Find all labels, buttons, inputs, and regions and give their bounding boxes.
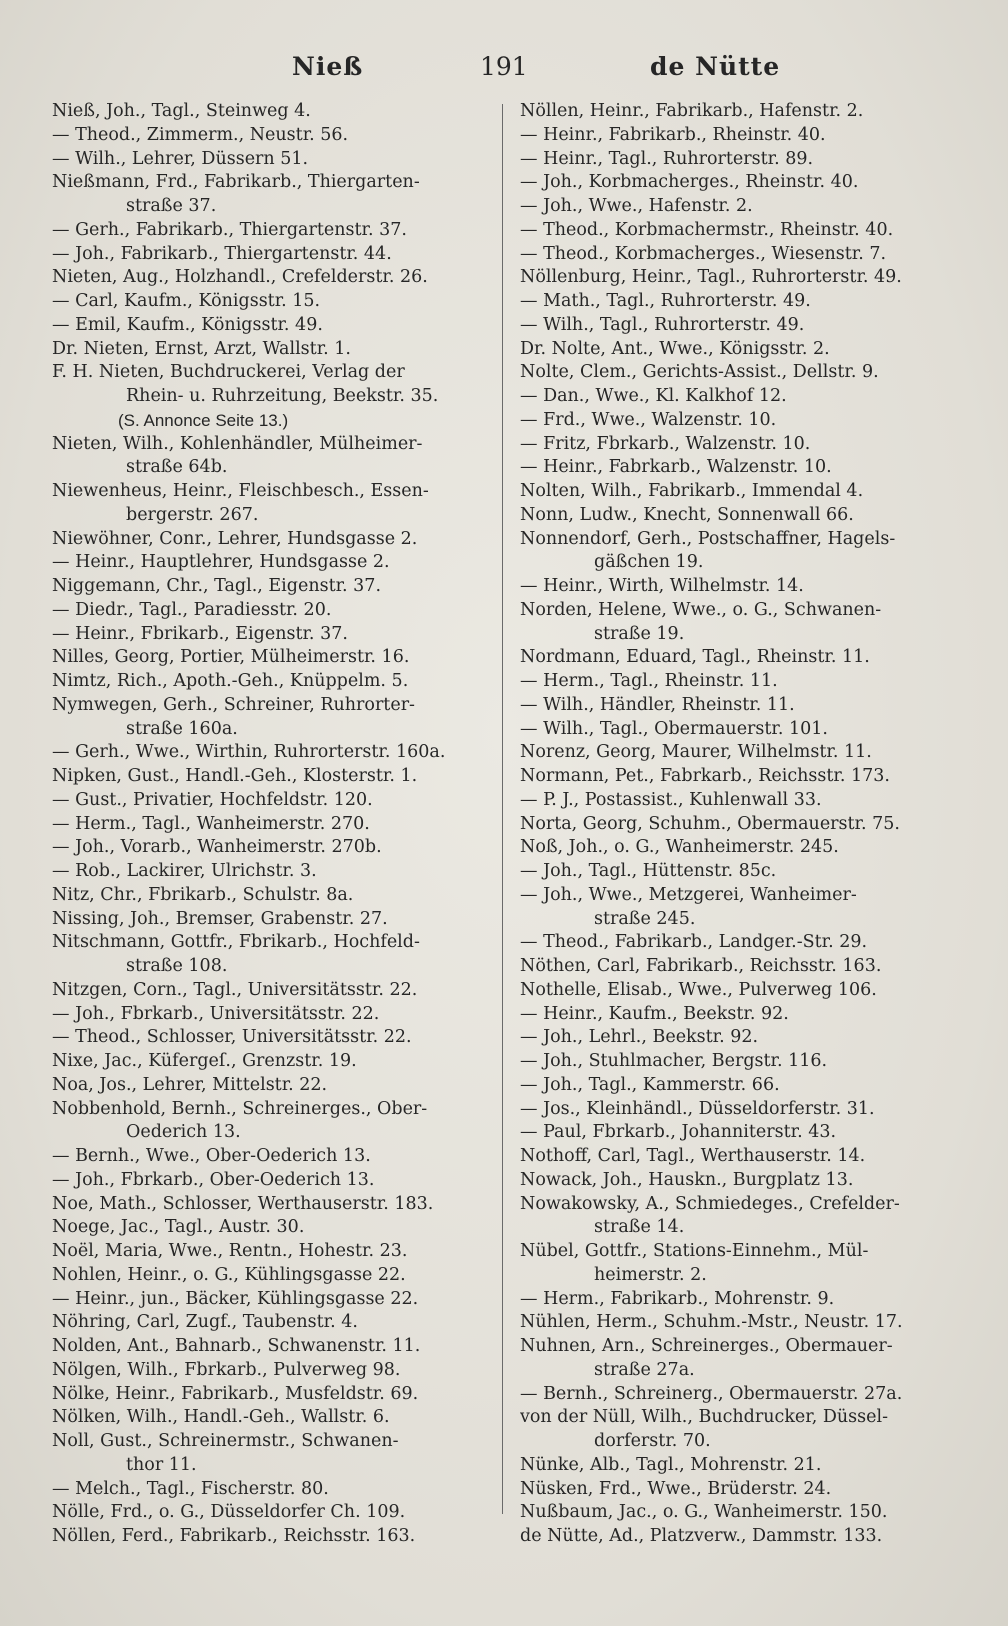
directory-entry: Niewenheus, Heinr., Fleischbesch., Essen- bbox=[52, 481, 429, 501]
entry-continuation: straße 64b. bbox=[126, 457, 228, 478]
directory-entry: Nipken, Gust., Handl.-Geh., Klosterstr. 1. bbox=[52, 766, 418, 786]
directory-entry: — Wilh., Händler, Rheinstr. 11. bbox=[520, 694, 795, 715]
entry-continuation: straße 19. bbox=[594, 623, 685, 644]
directory-entry: — Joh., Stuhlmacher, Bergstr. 116. bbox=[520, 1051, 828, 1071]
directory-entry: Nonnendorf, Gerh., Postschaffner, Hagels- bbox=[520, 528, 896, 549]
directory-entry: Nissing, Joh., Bremser, Grabenstr. 27. bbox=[52, 908, 388, 929]
column-divider bbox=[502, 104, 503, 1514]
entry-continuation: thor 11. bbox=[126, 1454, 197, 1475]
page-number: 191 bbox=[480, 52, 528, 81]
directory-entry: — Gerh., Wwe., Wirthin, Ruhrorterstr. 160a. bbox=[52, 742, 446, 763]
directory-entry: Norden, Helene, Wwe., o. G., Schwanen- bbox=[520, 599, 882, 620]
directory-entry: — Theod., Korbmacherges., Wiesenstr. 7. bbox=[520, 243, 887, 264]
directory-entry: — Theod., Korbmachermstr., Rheinstr. 40. bbox=[520, 219, 894, 240]
directory-entry: Nilles, Georg, Portier, Mülheimerstr. 16. bbox=[52, 647, 410, 668]
directory-entry: — Herm., Tagl., Wanheimerstr. 270. bbox=[52, 813, 370, 834]
directory-entry: Nieten, Wilh., Kohlenhändler, Mülheimer- bbox=[52, 433, 423, 454]
directory-entry: — Bernh., Schreinerg., Obermauerstr. 27a. bbox=[520, 1383, 903, 1404]
entry-continuation: heimerstr. 2. bbox=[594, 1264, 707, 1285]
directory-entry: — Wilh., Tagl., Obermauerstr. 101. bbox=[520, 718, 828, 739]
directory-entry: — Wilh., Lehrer, Düssern 51. bbox=[52, 148, 309, 169]
directory-entry: Nothelle, Elisab., Wwe., Pulverweg 106. bbox=[520, 979, 877, 1000]
directory-entry: Noll, Gust., Schreinermstr., Schwanen- bbox=[52, 1431, 399, 1451]
directory-entry: Nonn, Ludw., Knecht, Sonnenwall 66. bbox=[520, 504, 854, 525]
directory-entry: Nöllenburg, Heinr., Tagl., Ruhrorterstr. 49. bbox=[520, 267, 902, 288]
directory-entry: — Heinr., Fabrkarb., Walzenstr. 10. bbox=[520, 457, 832, 478]
entry-continuation: straße 27a. bbox=[594, 1359, 695, 1380]
right-column bbox=[520, 100, 978, 1549]
directory-entry: Nölke, Heinr., Fabrikarb., Musfeldstr. 69. bbox=[52, 1383, 419, 1404]
directory-entry: Nölle, Frd., o. G., Düsseldorfer Ch. 109. bbox=[52, 1502, 406, 1523]
directory-entry: Nünke, Alb., Tagl., Mohrenstr. 21. bbox=[520, 1454, 822, 1475]
directory-entry: Norta, Georg, Schuhm., Obermauerstr. 75. bbox=[520, 813, 900, 834]
page-header bbox=[0, 52, 1008, 92]
directory-entry: — Joh., Lehrl., Beekstr. 92. bbox=[520, 1027, 759, 1048]
directory-entry: Norenz, Georg, Maurer, Wilhelmstr. 11. bbox=[520, 742, 872, 763]
directory-entry: — Heinr., Kaufm., Beekstr. 92. bbox=[520, 1003, 789, 1024]
directory-entry: Normann, Pet., Fabrkarb., Reichsstr. 173. bbox=[520, 766, 890, 786]
directory-entry: Nitschmann, Gottfr., Fbrikarb., Hochfeld- bbox=[52, 932, 420, 953]
directory-entry: Nußbaum, Jac., o. G., Wanheimerstr. 150. bbox=[520, 1502, 888, 1523]
directory-entry: Nüsken, Frd., Wwe., Brüderstr. 24. bbox=[520, 1478, 832, 1499]
directory-entry: Nolten, Wilh., Fabrikarb., Immendal 4. bbox=[520, 481, 864, 501]
entry-continuation: straße 245. bbox=[594, 908, 696, 929]
directory-entry: Noege, Jac., Tagl., Austr. 30. bbox=[52, 1217, 305, 1238]
directory-entry: — Heinr., Hauptlehrer, Hundsgasse 2. bbox=[52, 552, 390, 573]
directory-entry: — Joh., Wwe., Metzgerei, Wanheimer- bbox=[520, 884, 857, 905]
directory-entry: von der Nüll, Wilh., Buchdrucker, Düssel- bbox=[520, 1407, 888, 1428]
directory-entry: — Gerh., Fabrikarb., Thiergartenstr. 37. bbox=[52, 219, 407, 240]
directory-entry: — Herm., Fabrikarb., Mohrenstr. 9. bbox=[520, 1288, 835, 1309]
header-first-entry: Nieß bbox=[292, 52, 364, 81]
directory-entry: — Joh., Tagl., Kammerstr. 66. bbox=[520, 1074, 780, 1095]
directory-entry: Nordmann, Eduard, Tagl., Rheinstr. 11. bbox=[520, 647, 870, 668]
directory-entry: Dr. Nolte, Ant., Wwe., Königsstr. 2. bbox=[520, 338, 830, 359]
directory-entry: Noa, Jos., Lehrer, Mittelstr. 22. bbox=[52, 1074, 328, 1095]
directory-entry: Noël, Maria, Wwe., Rentn., Hohestr. 23. bbox=[52, 1241, 408, 1261]
directory-entry: — Heinr., Fabrikarb., Rheinstr. 40. bbox=[520, 124, 826, 145]
header-last-entry: de Nütte bbox=[650, 52, 781, 81]
directory-entry: — Heinr., Tagl., Ruhrorterstr. 89. bbox=[520, 148, 814, 169]
directory-entry: — Heinr., Wirth, Wilhelmstr. 14. bbox=[520, 576, 804, 596]
directory-entry: — Heinr., jun., Bäcker, Kühlingsgasse 22. bbox=[52, 1288, 419, 1309]
entry-continuation: straße 160a. bbox=[126, 718, 238, 739]
directory-entry: — Joh., Korbmacherges., Rheinstr. 40. bbox=[520, 172, 859, 193]
directory-entry: de Nütte, Ad., Platzverw., Dammstr. 133. bbox=[520, 1526, 883, 1546]
directory-entry: — Carl, Kaufm., Königsstr. 15. bbox=[52, 291, 321, 311]
directory-entry: Nowakowsky, A., Schmiedeges., Crefelder- bbox=[520, 1193, 900, 1214]
directory-entry: — Wilh., Tagl., Ruhrorterstr. 49. bbox=[520, 314, 805, 335]
annotation-line: (S. Annonce Seite 13.) bbox=[118, 410, 289, 430]
entry-continuation: Rhein- u. Ruhrzeitung, Beekstr. 35. bbox=[126, 386, 439, 406]
directory-entry: Nothoff, Carl, Tagl., Werthauserstr. 14. bbox=[520, 1146, 866, 1166]
directory-entry: — Joh., Fbrkarb., Ober-Oederich 13. bbox=[52, 1169, 375, 1190]
directory-entry: — Herm., Tagl., Rheinstr. 11. bbox=[520, 671, 778, 691]
entry-continuation: straße 37. bbox=[126, 196, 217, 216]
directory-entry: Nieten, Aug., Holzhandl., Crefelderstr. 26. bbox=[52, 267, 428, 288]
directory-entry: Nymwegen, Gerh., Schreiner, Ruhrorter- bbox=[52, 694, 415, 715]
directory-entry: Niggemann, Chr., Tagl., Eigenstr. 37. bbox=[52, 576, 382, 596]
directory-entry: — Joh., Wwe., Hafenstr. 2. bbox=[520, 196, 753, 216]
directory-entry: — Diedr., Tagl., Paradiesstr. 20. bbox=[52, 599, 332, 620]
entry-continuation: dorferstr. 70. bbox=[594, 1431, 711, 1451]
directory-entry: Noe, Math., Schlosser, Werthauserstr. 183. bbox=[52, 1193, 434, 1214]
directory-entry: — Joh., Fabrikarb., Thiergartenstr. 44. bbox=[52, 243, 392, 264]
directory-entry: Nölken, Wilh., Handl.-Geh., Wallstr. 6. bbox=[52, 1407, 390, 1428]
directory-entry: — Fritz, Fbrkarb., Walzenstr. 10. bbox=[520, 433, 811, 454]
directory-entry: Nölgen, Wilh., Fbrkarb., Pulverweg 98. bbox=[52, 1359, 401, 1380]
directory-entry: Nieß, Joh., Tagl., Steinweg 4. bbox=[52, 101, 311, 121]
directory-entry: Nöhring, Carl, Zugf., Taubenstr. 4. bbox=[52, 1312, 358, 1333]
directory-entry: — Theod., Zimmerm., Neustr. 56. bbox=[52, 124, 349, 145]
directory-entry: Nowack, Joh., Hauskn., Burgplatz 13. bbox=[520, 1169, 854, 1190]
directory-entry: Nöllen, Heinr., Fabrikarb., Hafenstr. 2. bbox=[520, 101, 864, 121]
directory-entry: — Joh., Vorarb., Wanheimerstr. 270b. bbox=[52, 837, 382, 858]
directory-entry: Nühlen, Herm., Schuhm.-Mstr., Neustr. 17. bbox=[520, 1312, 903, 1333]
directory-entry: — Heinr., Fbrikarb., Eigenstr. 37. bbox=[52, 623, 348, 644]
directory-entry: — Jos., Kleinhändl., Düsseldorferstr. 31. bbox=[520, 1098, 875, 1119]
directory-entry: — Emil, Kaufm., Königsstr. 49. bbox=[52, 314, 323, 335]
directory-entry: Nolden, Ant., Bahnarb., Schwanenstr. 11. bbox=[52, 1336, 421, 1356]
directory-entry: Nitz, Chr., Fbrikarb., Schulstr. 8a. bbox=[52, 884, 354, 905]
directory-entry: — Melch., Tagl., Fischerstr. 80. bbox=[52, 1478, 329, 1499]
entry-continuation: bergerstr. 267. bbox=[126, 504, 259, 525]
directory-entry: Nixe, Jac., Küfergeſ., Grenzstr. 19. bbox=[52, 1051, 357, 1071]
directory-entry: — P. J., Postassist., Kuhlenwall 33. bbox=[520, 789, 822, 810]
directory-entry: Nöthen, Carl, Fabrikarb., Reichsstr. 163. bbox=[520, 956, 882, 976]
directory-entry: Nimtz, Rich., Apoth.-Geh., Knüppelm. 5. bbox=[52, 671, 409, 691]
directory-entry: — Joh., Tagl., Hüttenstr. 85c. bbox=[520, 861, 777, 881]
directory-entry: — Paul, Fbrkarb., Johanniterstr. 43. bbox=[520, 1122, 837, 1143]
directory-entry: — Bernh., Wwe., Ober-Oederich 13. bbox=[52, 1146, 371, 1166]
directory-entry: Niewöhner, Conr., Lehrer, Hundsgasse 2. bbox=[52, 528, 418, 549]
entry-continuation: gäßchen 19. bbox=[594, 552, 704, 573]
left-column bbox=[52, 100, 500, 1549]
directory-entry: Nohlen, Heinr., o. G., Kühlingsgasse 22. bbox=[52, 1264, 406, 1285]
directory-entry: — Rob., Lackirer, Ulrichstr. 3. bbox=[52, 861, 317, 881]
entry-continuation: straße 108. bbox=[126, 956, 228, 976]
directory-entry: — Frd., Wwe., Walzenstr. 10. bbox=[520, 409, 777, 430]
directory-entry: — Dan., Wwe., Kl. Kalkhof 12. bbox=[520, 386, 787, 406]
directory-entry: — Math., Tagl., Ruhrorterstr. 49. bbox=[520, 291, 811, 311]
entry-continuation: Oederich 13. bbox=[126, 1122, 241, 1143]
directory-entry: Nuhnen, Arn., Schreinerges., Obermauer- bbox=[520, 1336, 893, 1356]
entry-continuation: straße 14. bbox=[594, 1217, 685, 1238]
directory-entry: Noß, Joh., o. G., Wanheimerstr. 245. bbox=[520, 837, 839, 858]
directory-entry: Nitzgen, Corn., Tagl., Universitätsstr. 22. bbox=[52, 979, 418, 1000]
directory-entry: — Joh., Fbrkarb., Universitätsstr. 22. bbox=[52, 1003, 380, 1024]
directory-entry: Nöllen, Ferd., Fabrikarb., Reichsstr. 163. bbox=[52, 1526, 416, 1546]
directory-entry: Dr. Nieten, Ernst, Arzt, Wallstr. 1. bbox=[52, 338, 351, 359]
directory-entry: — Theod., Schlosser, Universitätsstr. 22. bbox=[52, 1027, 412, 1048]
directory-entry: — Theod., Fabrikarb., Landger.-Str. 29. bbox=[520, 932, 868, 953]
directory-entry: Nübel, Gottfr., Stations-Einnehm., Mül- bbox=[520, 1241, 869, 1261]
directory-entry: — Gust., Privatier, Hochfeldstr. 120. bbox=[52, 789, 373, 810]
directory-entry: Nießmann, Frd., Fabrikarb., Thiergarten- bbox=[52, 172, 420, 193]
directory-entry: Nolte, Clem., Gerichts-Assist., Dellstr. 9. bbox=[520, 362, 879, 383]
directory-entry: F. H. Nieten, Buchdruckerei, Verlag der bbox=[52, 362, 405, 383]
directory-entry: Nobbenhold, Bernh., Schreinerges., Ober- bbox=[52, 1098, 428, 1119]
